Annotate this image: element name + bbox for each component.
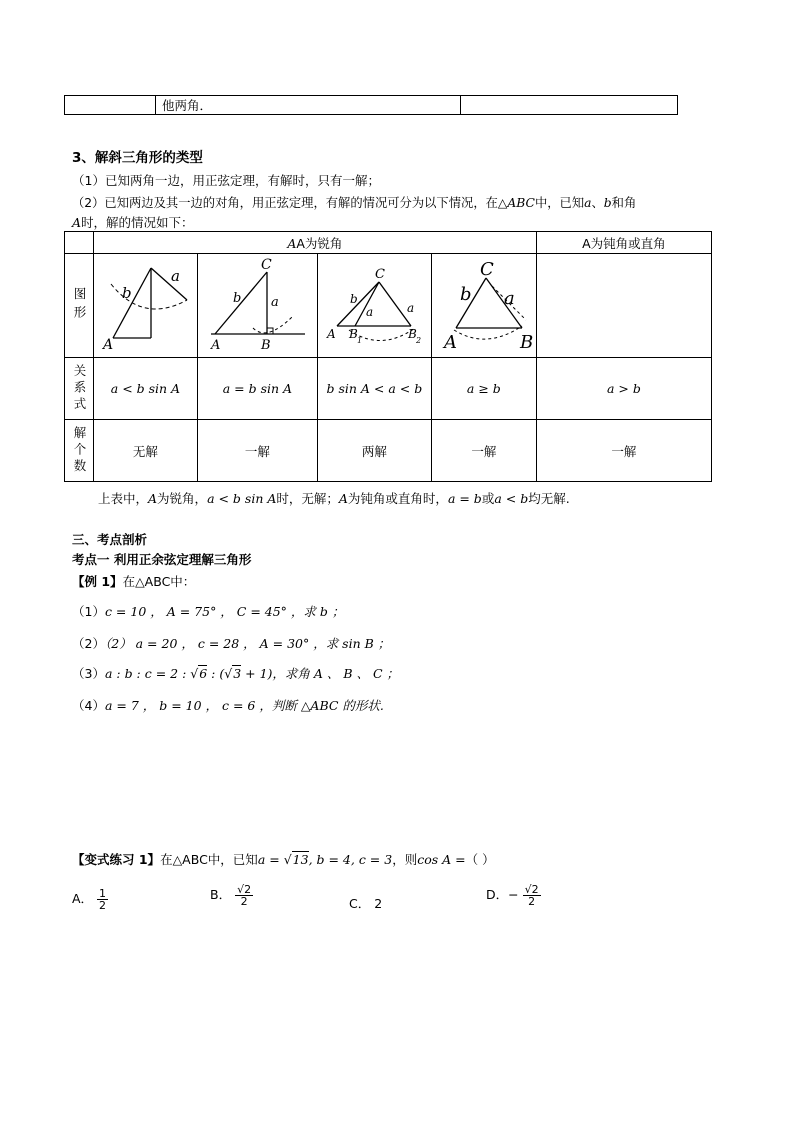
option-c[interactable]: [349, 894, 382, 912]
option-a-fraction: [97, 888, 108, 911]
figure-3-cell: [317, 254, 431, 358]
fig3-label-sub2: 2: [416, 336, 422, 345]
figure-4: [434, 256, 534, 352]
relation-2: a = b sin A: [197, 358, 317, 420]
q2-text: （2） a = 20 ， c = 28 ， A = 30° ，求 sin B ；: [104, 636, 391, 651]
top-table-cell-3: [461, 96, 678, 115]
figure-1: [95, 256, 195, 352]
option-b-den: 2: [240, 895, 248, 908]
option-b-num: √2: [237, 883, 252, 896]
note-p4: 为钝角或直角时，: [347, 491, 448, 506]
option-d-fraction: [523, 884, 541, 907]
fig4-label-C: C: [479, 259, 494, 280]
q3-post: + 1): [241, 666, 273, 681]
line-2-text-d: 时，解的情况如下：: [81, 215, 194, 230]
relation-3: b sin A < a < b: [317, 358, 431, 420]
section-3-title: 3、解斜三角形的类型: [72, 150, 203, 166]
example-text: 在△ABC中：: [122, 574, 196, 589]
note-p6: 均无解.: [528, 491, 570, 506]
note-cond2: a = b: [447, 491, 482, 506]
note-p2: 为锐角，: [157, 491, 208, 506]
fig3-label-sub1: 1: [357, 336, 363, 345]
fig1-label-A: A: [103, 337, 114, 352]
example-label: 【例 1】: [72, 574, 123, 589]
exercise-paren: （ ）: [465, 852, 495, 867]
q3-tail: ，求角 A 、 B 、 C ；: [272, 666, 400, 681]
point-1-title: 考点一 利用正余弦定理解三角形: [72, 552, 252, 567]
note-p5: 或: [481, 491, 495, 506]
relation-4: a ≥ b: [431, 358, 536, 420]
figure-1-cell: [93, 254, 197, 358]
fig3-label-b: b: [350, 292, 359, 306]
note-p1: 上表中，: [98, 491, 149, 506]
fig3-label-B2: B: [408, 327, 418, 341]
relation-1: a < b sin A: [93, 358, 197, 420]
q3-pre: a : b : c = 2 :: [104, 666, 191, 681]
top-table-cell-1: [65, 96, 156, 115]
question-3: （3）a : b : c = 2 : √6 : (√3 + 1)，求角 A 、 B 、 C ；: [72, 666, 400, 681]
analysis-title: 三、考点剖析: [72, 532, 148, 547]
option-b-letter: B．: [210, 887, 232, 902]
fig4-label-A: A: [443, 332, 457, 352]
top-table-cell-2: 他两角．: [156, 96, 461, 115]
q3-root6: 6: [199, 666, 208, 681]
option-d[interactable]: [486, 884, 541, 907]
q4-num: （4）: [72, 698, 105, 713]
q2-num: （2）: [72, 636, 105, 651]
count-3: 两解: [317, 420, 431, 482]
figure-3: [319, 256, 429, 352]
fig3-label-a2: a: [407, 301, 415, 315]
figure-4-cell: [431, 254, 536, 358]
fig3-label-C: C: [375, 267, 386, 282]
option-a-den: 2: [99, 899, 107, 912]
figure-2: [199, 256, 315, 352]
fig1-label-a: a: [171, 267, 181, 285]
option-d-neg: −: [508, 887, 519, 902]
q1-num: （1）: [72, 604, 105, 619]
figure-2-cell: [197, 254, 317, 358]
option-c-value: 2: [374, 896, 383, 911]
option-a[interactable]: [72, 888, 108, 911]
exercise-cond-pre: a =: [257, 852, 284, 867]
note-A2: A: [338, 491, 348, 506]
exercise-cond-post: , b = 4, c = 3: [308, 852, 393, 867]
sep: 、: [591, 196, 604, 210]
relation-5: a > b: [536, 358, 711, 420]
fig2-label-A: A: [211, 338, 221, 352]
fig4-label-b: b: [459, 284, 472, 305]
var-A: A: [72, 215, 82, 230]
note-p3: 时，无解；: [276, 491, 339, 506]
count-1: 无解: [93, 420, 197, 482]
section-3-line-2: [72, 193, 636, 211]
q1-text: c = 10 ， A = 75° ， C = 45° ，求 b ；: [104, 604, 345, 619]
option-d-den: 2: [528, 895, 536, 908]
exercise-label: 【变式练习 1】: [72, 852, 161, 867]
fig1-label-b: b: [122, 284, 133, 302]
table-note: [98, 489, 570, 507]
question-2: [72, 634, 390, 652]
fig4-label-a: a: [503, 288, 515, 309]
q4-text: a = 7 ， b = 10 ， c = 6 ，判断 △ABC 的形状.: [104, 698, 384, 713]
exercise-text-1: 在△ABC中，已知: [160, 852, 258, 867]
header-obtuse: A为钝角或直角: [536, 232, 711, 254]
header-acute-A: A: [287, 235, 297, 251]
count-5: 一解: [536, 420, 711, 482]
question-4: [72, 696, 384, 714]
exercise-root13: 13: [292, 852, 309, 867]
top-table: [64, 95, 678, 115]
fig2-label-C: C: [261, 257, 273, 273]
q3-num: （3）: [72, 666, 105, 681]
option-d-num: √2: [524, 883, 539, 896]
q3-mid: : (: [207, 666, 225, 681]
option-d-letter: D．: [486, 887, 509, 902]
fig4-label-B: B: [519, 332, 534, 352]
count-2: 一解: [197, 420, 317, 482]
figure-5-cell: [536, 254, 711, 358]
fig2-label-b: b: [233, 291, 242, 306]
q3-root3: 3: [233, 666, 242, 681]
section-3-line-1: （1）已知两角一边，用正弦定理，有解时，只有一解；: [72, 173, 380, 188]
note-A1: A: [148, 491, 158, 506]
triangle-abc: △ABC: [497, 196, 535, 210]
option-a-num: 1: [99, 887, 107, 900]
var-b: b: [603, 196, 612, 210]
row-relation-label: 关系式: [65, 358, 94, 420]
cases-table: [64, 231, 712, 482]
exercise-1: 【变式练习 1】在△ABC中，已知a = √13, b = 4, c = 3，则cos A =（ ）: [72, 852, 495, 867]
option-b[interactable]: [210, 884, 253, 907]
fig2-label-B: B: [261, 338, 271, 352]
header-blank: [65, 232, 94, 254]
line-2-text-b: 中，已知: [534, 196, 585, 210]
line-2-text-a: （2）已知两边及其一边的对角，用正弦定理，有解的情况可分为以下情况，在: [72, 196, 498, 210]
header-acute: [93, 232, 536, 254]
note-cond1: a < b sin A: [207, 491, 277, 506]
option-c-letter: C．: [349, 896, 371, 911]
section-3-line-3: [72, 213, 194, 231]
option-b-fraction: [235, 884, 253, 907]
fig3-label-B1: B: [349, 327, 359, 341]
exercise-text-2: ，则: [392, 852, 418, 867]
row-figure-label: 图形: [65, 254, 94, 358]
line-2-text-c: 和角: [611, 196, 637, 210]
exercise-cosA: cos A =: [417, 852, 466, 867]
header-acute-text: A为锐角: [296, 235, 343, 251]
var-a: a: [584, 196, 592, 210]
fig2-label-a: a: [271, 295, 280, 310]
option-a-letter: A．: [72, 891, 94, 906]
note-cond3: a < b: [494, 491, 529, 506]
example-1: [72, 572, 195, 590]
fig3-label-A: A: [327, 327, 337, 341]
row-count-label: 解个数: [65, 420, 94, 482]
question-1: [72, 602, 344, 620]
count-4: 一解: [431, 420, 536, 482]
fig3-label-a1: a: [366, 305, 374, 319]
